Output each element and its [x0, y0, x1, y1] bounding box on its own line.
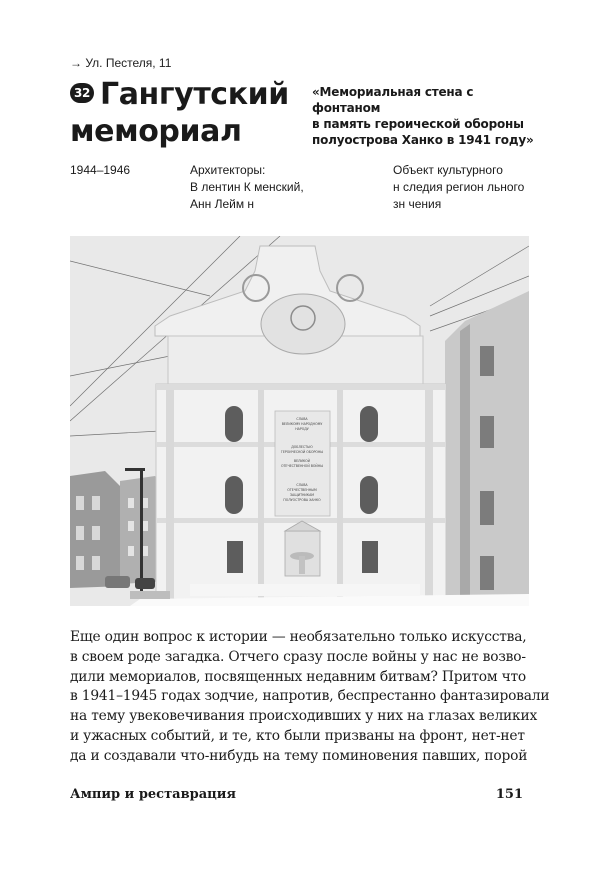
- body-line: да и создавали что-нибудь на тему поминовения павших, порой: [70, 747, 528, 764]
- status-line-3: зн чения: [393, 197, 442, 211]
- years: 1944–1946: [70, 163, 131, 177]
- svg-text:ЗАЩИТНИКАМ: ЗАЩИТНИКАМ: [289, 493, 315, 497]
- body-line: в 1941–1945 годах зодчие, напротив, беспрестанно фантазировали: [70, 688, 550, 705]
- section-title: Ампир и реставрация: [70, 787, 236, 802]
- svg-text:ОТЕЧЕСТВЕННЫМ: ОТЕЧЕСТВЕННЫМ: [287, 488, 317, 492]
- quote-line-2: в память героической обороны: [312, 117, 524, 131]
- memorial-photo: [70, 236, 529, 606]
- body-text: [70, 628, 550, 767]
- number-badge: 32: [70, 83, 94, 103]
- title-block: [70, 76, 310, 150]
- memorial-illustration: [70, 236, 529, 606]
- page-title: [70, 76, 310, 150]
- body-line: Еще один вопрос к истории — необязательно только искусства,: [70, 629, 527, 645]
- svg-text:ВЕЛИКОМУ НАРОДНОМУ: ВЕЛИКОМУ НАРОДНОМУ: [281, 422, 323, 426]
- svg-text:ВЕЛИКОЙ: ВЕЛИКОЙ: [293, 459, 311, 463]
- inscription-quote: [312, 84, 542, 148]
- architects: [190, 162, 360, 213]
- body-line: дили мемориалов, посвященных недавним битвам? Притом что: [70, 668, 527, 685]
- svg-text:СЛАВА: СЛАВА: [296, 483, 308, 487]
- status-line-2: н следия регион льного: [393, 180, 525, 194]
- address: → Ул. Пестеля, 11: [70, 56, 172, 70]
- architects-line-2: Анн Лейм н: [190, 197, 255, 211]
- page-number: 151: [495, 787, 523, 802]
- svg-text:СЛАВА: СЛАВА: [296, 417, 308, 421]
- status-line-1: Объект культурного: [393, 163, 503, 177]
- quote-line-3: полуострова Ханко в 1941 году»: [312, 133, 534, 147]
- svg-text:ГЕРОИЧЕСКОЙ ОБОРОНЫ: ГЕРОИЧЕСКОЙ ОБОРОНЫ: [280, 450, 324, 454]
- svg-text:ПОЛУОСТРОВА ХАНКО: ПОЛУОСТРОВА ХАНКО: [283, 498, 321, 502]
- body-line: в своем роде загадка. Отчего сразу после войны у нас не возво-: [70, 648, 526, 665]
- body-line: на тему увековечивания происходивших у них на глазах великих: [70, 708, 538, 725]
- title-line-1: Гангутский: [100, 77, 289, 112]
- quote-line-1: «Мемориальная стена с фонтаном: [312, 85, 474, 115]
- title-line-2: мемориал: [70, 114, 242, 149]
- svg-text:ОТЕЧЕСТВЕННОЙ ВОЙНЫ: ОТЕЧЕСТВЕННОЙ ВОЙНЫ: [280, 464, 324, 468]
- architects-label: Архитекторы:: [190, 163, 266, 177]
- svg-text:ДОБЛЕСТЬЮ: ДОБЛЕСТЬЮ: [291, 445, 313, 449]
- heritage-status: [393, 162, 543, 213]
- svg-text:НАРОДУ: НАРОДУ: [295, 427, 309, 431]
- body-line: и ужасных событий, и те, кто были призваны на фронт, нет-нет: [70, 727, 525, 744]
- architects-line-1: В лентин К менский,: [190, 180, 304, 194]
